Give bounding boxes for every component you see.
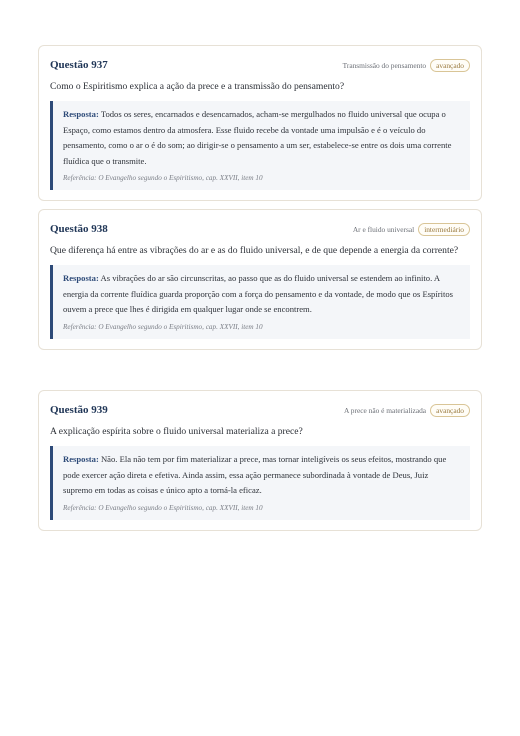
question-card-938 (38, 209, 482, 350)
topic-label: Ar e fluido universal (352, 224, 415, 234)
card-header (50, 221, 470, 237)
reference: Referência: O Evangelho segundo o Espiritismo, cap. XXVII, item 10 (63, 174, 263, 182)
answer-text: Não. Ela não tem por fim materializar a prece, mas tornar inteligíveis os seus efeitos, mostrando que pode exercer ação direta e efetiva. Ainda assim, essa ação permanece subordinada à vontade de Deus, Juiz supremo em todas as coisas e único apto a torná-la eficaz. (63, 454, 447, 495)
answer-paragraph (63, 452, 460, 499)
question-text: A explicação espírita sobre o fluido universal materializa a prece? (50, 426, 303, 437)
topic-label: Transmissão do pensamento (342, 60, 427, 70)
question-number: Questão 939 (50, 404, 108, 416)
level-badge: avançado (430, 404, 470, 417)
answer-box (50, 101, 470, 190)
question-text: Como o Espiritismo explica a ação da prece e a transmissão do pensamento? (50, 81, 345, 92)
level-badge: avançado (430, 59, 470, 72)
card-header (50, 57, 470, 73)
question-number: Questão 937 (50, 59, 108, 71)
question-card-937 (38, 45, 482, 201)
card-meta (353, 223, 470, 236)
answer-paragraph (63, 271, 460, 318)
answer-label: Resposta: (63, 454, 99, 464)
question-card-939 (38, 390, 482, 531)
answer-box (50, 446, 470, 520)
answer-box (50, 265, 470, 339)
question-number: Questão 938 (50, 223, 108, 235)
reference: Referência: O Evangelho segundo o Espiritismo, cap. XXVII, item 10 (63, 322, 263, 331)
card-header (50, 402, 470, 418)
question-text: Que diferença há entre as vibrações do ar e as do fluido universal, e de que depende a energia da corrente? (50, 245, 459, 256)
answer-paragraph (63, 107, 460, 169)
level-badge: intermediário (418, 223, 470, 236)
answer-label: Resposta: (63, 109, 99, 119)
topic-label: A prece não é materializada (344, 405, 427, 415)
card-meta (344, 404, 470, 417)
reference: Referência: O Evangelho segundo o Espiritismo, cap. XXVII, item 10 (63, 503, 263, 512)
answer-label: Resposta: (63, 273, 99, 283)
answer-text: As vibrações do ar são circunscritas, ao passo que as do fluido universal se estendem ao infinito. A energia da corrente fluídica guarda proporção com a força do pensamento e da vontade, de modo que os Espíritos ouvem a prece que lhes é dirigida em qualquer lugar onde se encontrem. (63, 273, 453, 314)
card-meta (343, 59, 470, 72)
answer-text: Todos os seres, encarnados e desencarnados, acham-se mergulhados no fluido universal que ocupa o Espaço, como estamos dentro da atmosfera. Esse fluido recebe da vontade uma impulsão e é o veículo do pensamento, como o ar o é do som; ao dirigir-se o pensamento a um ser, estabelece-se entre os dois uma corrente fluídica que o transmite. (63, 109, 452, 166)
